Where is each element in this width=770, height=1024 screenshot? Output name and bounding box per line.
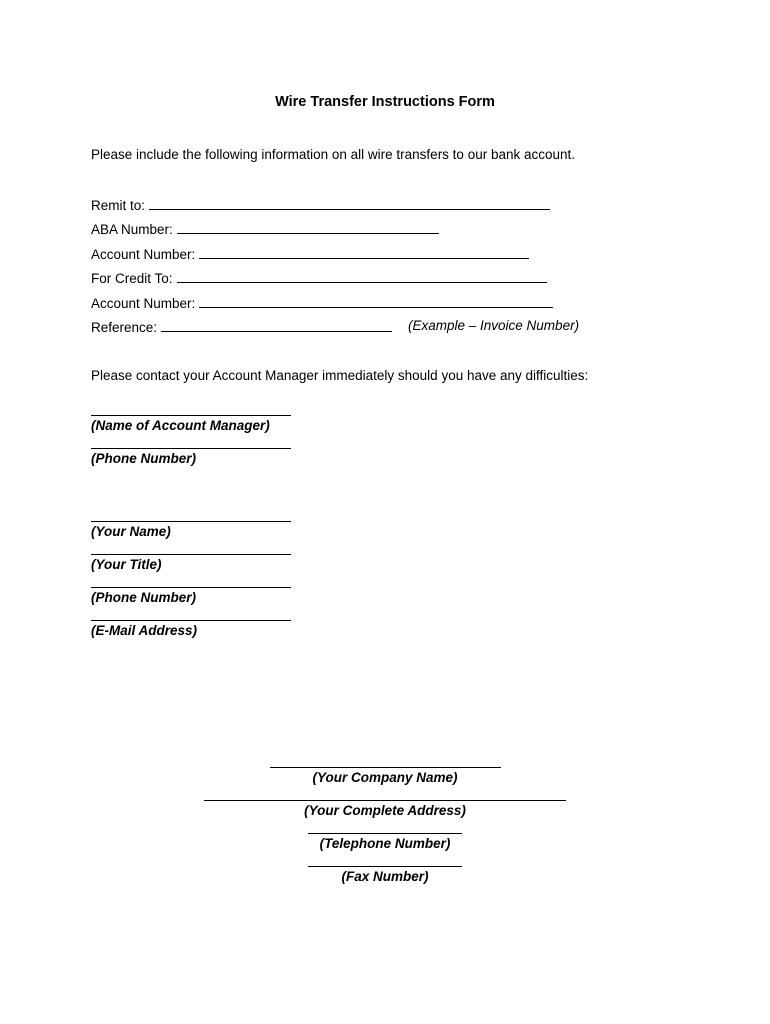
signature-line-company-name xyxy=(0,767,770,785)
signature-caption: (Your Complete Address) xyxy=(304,803,466,818)
field-aba-number xyxy=(91,220,439,238)
signature-line-company-fax xyxy=(0,866,770,884)
field-reference xyxy=(91,318,691,336)
account-number-input-line[interactable] xyxy=(199,245,529,259)
signature-line[interactable] xyxy=(91,620,291,621)
signature-caption: (Your Company Name) xyxy=(312,770,458,785)
for-credit-to-input-line[interactable] xyxy=(177,269,547,283)
signature-line-your-phone xyxy=(91,587,291,605)
signature-caption: (Your Name) xyxy=(91,524,171,539)
remit-to-input-line[interactable] xyxy=(149,196,550,210)
signature-line[interactable] xyxy=(270,767,501,768)
field-for-credit-to xyxy=(91,269,547,287)
signature-line-your-title xyxy=(91,554,291,572)
signature-line-company-telephone xyxy=(0,833,770,851)
signature-caption: (Phone Number) xyxy=(91,590,197,605)
signature-caption: (Telephone Number) xyxy=(319,836,451,851)
signature-line[interactable] xyxy=(91,521,291,522)
reference-example: (Example – Invoice Number) xyxy=(408,318,580,333)
signature-caption: (E-Mail Address) xyxy=(91,623,198,638)
field-remit-to xyxy=(91,196,550,214)
signature-line[interactable] xyxy=(91,448,291,449)
signature-line[interactable] xyxy=(91,415,291,416)
signature-line-your-name xyxy=(91,521,291,539)
signature-line-company-address xyxy=(0,800,770,818)
field-label: ABA Number: xyxy=(91,222,173,237)
signature-line[interactable] xyxy=(308,833,462,834)
signature-line[interactable] xyxy=(308,866,462,867)
field-label: Reference: xyxy=(91,320,158,335)
signature-caption: (Name of Account Manager) xyxy=(91,418,270,433)
field-account-number xyxy=(91,245,529,263)
signature-line[interactable] xyxy=(91,587,291,588)
signature-line-your-email xyxy=(91,620,291,638)
field-label: Remit to: xyxy=(91,198,146,213)
field-account-number-2 xyxy=(91,294,553,312)
account-number-2-input-line[interactable] xyxy=(199,294,553,308)
signature-line-manager-phone xyxy=(91,448,291,466)
aba-number-input-line[interactable] xyxy=(177,220,439,234)
contact-text: Please contact your Account Manager immediately should you have any difficulties: xyxy=(91,368,589,383)
reference-input-line[interactable] xyxy=(161,318,392,332)
field-label: Account Number: xyxy=(91,247,196,262)
form-title: Wire Transfer Instructions Form xyxy=(275,94,495,110)
intro-text: Please include the following information on all wire transfers to our bank account. xyxy=(91,147,576,162)
field-label: For Credit To: xyxy=(91,271,173,286)
signature-caption: (Your Title) xyxy=(91,557,162,572)
field-label: Account Number: xyxy=(91,296,196,311)
signature-line[interactable] xyxy=(91,554,291,555)
signature-line[interactable] xyxy=(204,800,566,801)
signature-caption: (Phone Number) xyxy=(91,451,197,466)
signature-line-account-manager xyxy=(91,415,291,433)
signature-caption: (Fax Number) xyxy=(341,869,429,884)
